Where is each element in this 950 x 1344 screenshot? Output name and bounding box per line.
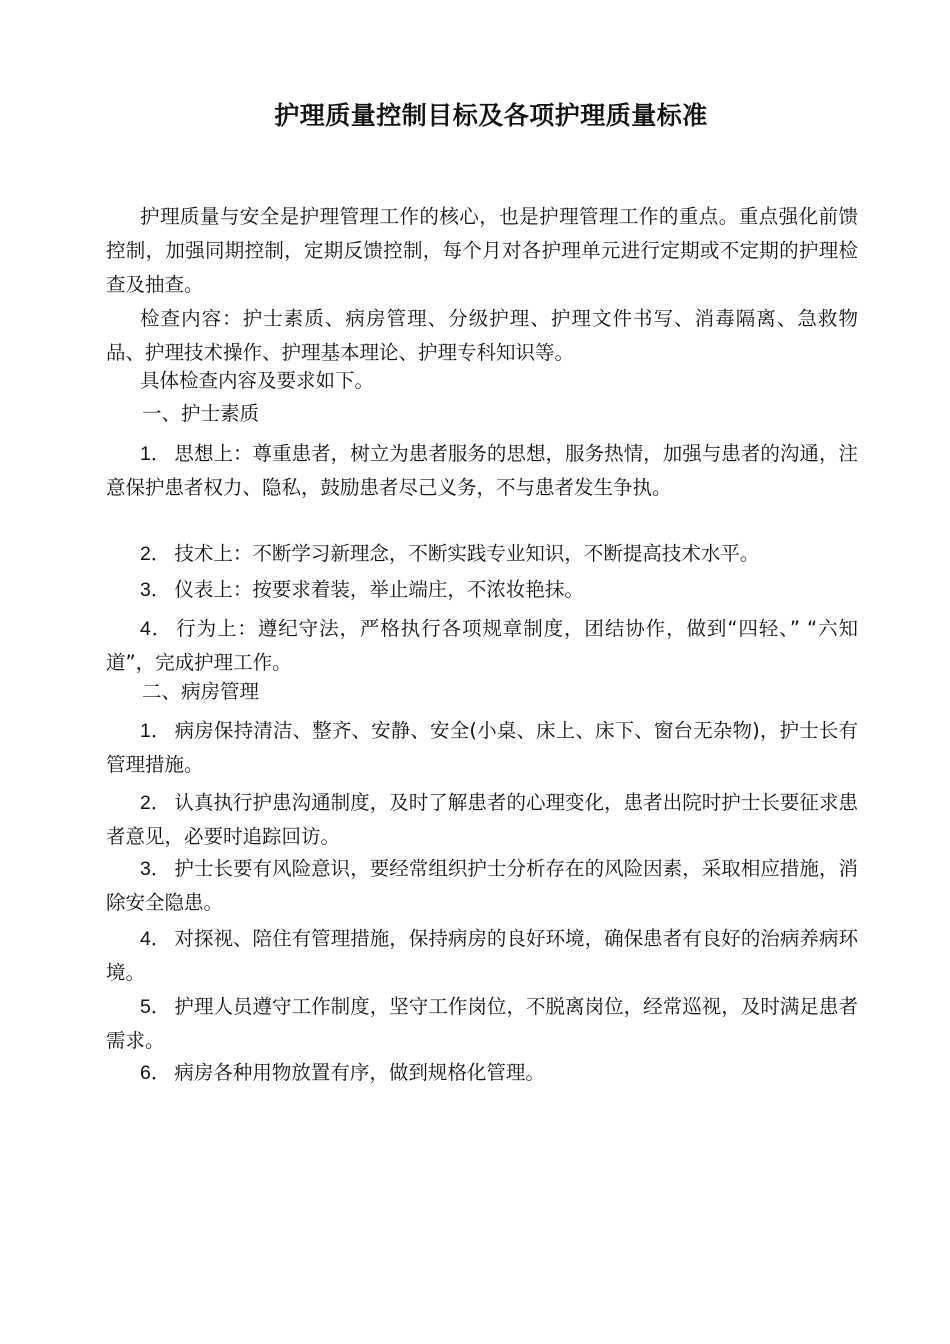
list-item xyxy=(106,612,858,680)
item-number: 1． xyxy=(140,720,171,742)
list-item xyxy=(106,573,858,607)
check-contents-paragraph: 检查内容：护士素质、病房管理、分级护理、护理文件书写、消毒隔离、急救物品、护理技术操作、护理基本理论、护理专科知识等。 xyxy=(106,307,858,364)
list-item xyxy=(106,537,858,571)
item-number: 5． xyxy=(140,996,171,1018)
requirements-lead: 具体检查内容及要求如下。 xyxy=(140,369,375,392)
item-text: 仪表上：按要求着装，举止端庄，不浓妆艳抹。 xyxy=(174,578,584,601)
list-item xyxy=(106,852,858,920)
list-item xyxy=(106,714,858,782)
item-number: 2． xyxy=(140,543,171,565)
section-heading-ward-management: 二、病房管理 xyxy=(142,680,260,703)
section-heading-nurse-quality: 一、护士素质 xyxy=(142,402,260,425)
item-text: 思想上：尊重患者，树立为患者服务的思想，服务热情，加强与患者的沟通，注意保护患者权力、隐私，鼓励患者尽己义务，不与患者发生争执。 xyxy=(106,442,858,499)
item-number: 3． xyxy=(140,579,171,601)
item-number: 4． xyxy=(140,618,173,640)
item-text: 护士长要有风险意识，要经常组织护士分析存在的风险因素，采取相应措施，消除安全隐患。 xyxy=(106,857,858,914)
item-text: 病房保持清洁、整齐、安静、安全(小桌、床上、床下、窗台无杂物)，护士长有管理措施。 xyxy=(106,719,858,776)
list-item xyxy=(106,922,858,990)
item-number: 4． xyxy=(140,928,171,950)
item-text: 技术上：不断学习新理念，不断实践专业知识，不断提高技术水平。 xyxy=(174,542,760,565)
item-text: 认真执行护患沟通制度，及时了解患者的心理变化，患者出院时护士长要征求患者意见，必要时追踪回访。 xyxy=(106,791,858,848)
item-text: 对探视、陪住有管理措施，保持病房的良好环境，确保患者有良好的治病养病环境。 xyxy=(106,927,858,984)
item-number: 2． xyxy=(140,792,171,814)
list-item xyxy=(106,437,858,505)
item-text: 护理人员遵守工作制度，坚守工作岗位，不脱离岗位，经常巡视，及时满足患者需求。 xyxy=(106,995,858,1052)
item-number: 3． xyxy=(140,858,171,880)
item-number: 1． xyxy=(140,443,171,465)
list-item xyxy=(106,1056,858,1090)
item-number: 6． xyxy=(140,1062,171,1084)
item-text: 行为上：遵纪守法，严格执行各项规章制度，团结协作，做到“四轻、” “六知道”，完成护理工作。 xyxy=(106,617,858,674)
list-item xyxy=(106,786,858,854)
intro-paragraph: 护理质量与安全是护理管理工作的核心，也是护理管理工作的重点。重点强化前馈控制，加强同期控制，定期反馈控制，每个月对各护理单元进行定期或不定期的护理检查及抽查。 xyxy=(106,205,858,296)
list-item xyxy=(106,990,858,1058)
document-title: 护理质量控制目标及各项护理质量标准 xyxy=(274,101,708,130)
item-text: 病房各种用物放置有序，做到规格化管理。 xyxy=(174,1061,545,1084)
